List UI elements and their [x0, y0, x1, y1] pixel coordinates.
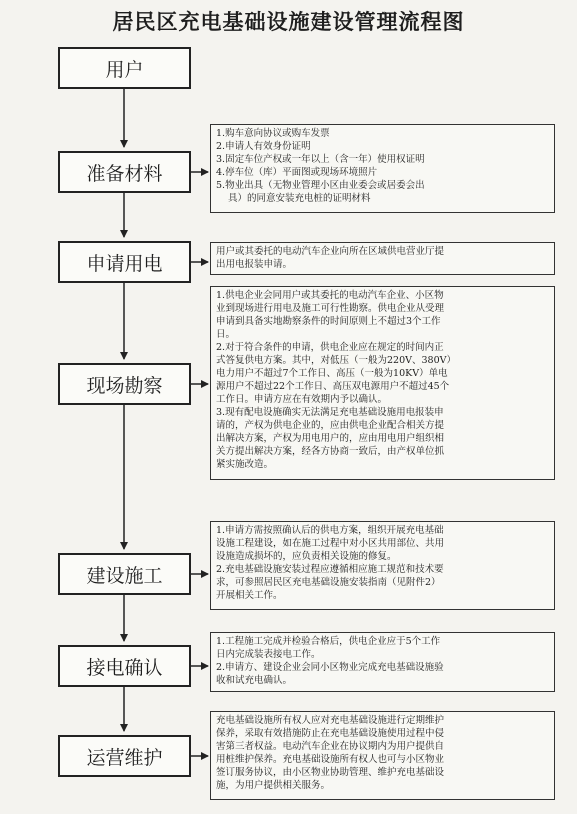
- step-power-confirmation: 接电确认: [58, 645, 191, 687]
- note-line: 3.现有配电设施确实无法满足充电基础设施用电报装申: [216, 407, 444, 418]
- note-operate: [210, 711, 555, 800]
- note-line: 具）的同意安装充电桩的证明材料: [228, 193, 371, 204]
- note-line: 出用电报装申请。: [216, 259, 293, 270]
- note-line: 设施造成损坏的，应负责相关设施的修复。: [216, 551, 397, 562]
- note-line: 2.对于符合条件的申请，供电企业应在规定的时间内正: [216, 342, 444, 353]
- note-line: 保养，采取有效措施防止在充电基础设施使用过程中侵: [216, 728, 445, 739]
- note-line: 2.申请方、建设企业会同小区物业完成充电基础设施验: [216, 662, 444, 673]
- note-line: 设施工程建设，如在施工过程中对小区共用部位、共用: [216, 538, 445, 549]
- note-line: 用户或其委托的电动汽车企业向所在区域供电营业厅提: [216, 246, 445, 257]
- note-line: 日内完成装表接电工作。: [216, 649, 321, 660]
- note-build: [210, 521, 555, 610]
- note-line: 1.工程施工完成并检验合格后，供电企业应于5个工作: [216, 636, 441, 647]
- note-line: 充电基础设施所有权人应对充电基础设施进行定期维护: [216, 715, 445, 726]
- note-line: 出解决方案，产权为用电用户的，应由用电用户组织相: [216, 433, 445, 444]
- note-line: 电力用户不超过7个工作日、高压（一般为10KV）单电: [216, 368, 448, 379]
- note-line: 请的，产权为供电企业的，应由供电企业配合相关方提: [216, 420, 445, 431]
- note-line: 1.供电企业会同用户或其委托的电动汽车企业、小区物: [216, 290, 444, 301]
- note-line: 日。: [216, 329, 236, 340]
- step-prepare-materials: 准备材料: [58, 151, 191, 193]
- note-apply: [210, 242, 555, 275]
- note-line: 工作日。申请方应在有效期内予以确认。: [216, 394, 388, 405]
- note-line: 3.固定车位产权或一年以上（含一年）使用权证明: [216, 154, 425, 165]
- note-line: 签订服务协议，由小区物业协助管理、维护充电基础设: [216, 767, 445, 778]
- note-prepare: [210, 124, 555, 213]
- step-apply-electricity: 申请用电: [58, 241, 191, 283]
- page-title: 居民区充电基础设施建设管理流程图: [112, 9, 465, 34]
- note-line: 开展相关工作。: [216, 590, 283, 601]
- step-user: 用户: [58, 47, 191, 89]
- note-line: 求，可参照居民区充电基础设施安装指南（见附件2）: [216, 577, 441, 588]
- note-line: 收和试充电确认。: [216, 675, 293, 686]
- note-line: 害第三者权益。电动汽车企业在协议期内为用户提供自: [216, 741, 445, 752]
- note-line: 关方提出解决方案，经各方协商一致后，由产权单位抓: [216, 446, 445, 457]
- note-line: 用桩维护保养。充电基础设施所有权人也可与小区物业: [216, 754, 445, 765]
- note-line: 业到现场进行用电及施工可行性勘察。供电企业从受理: [216, 303, 445, 314]
- step-construction: 建设施工: [58, 553, 191, 595]
- note-line: 2.申请人有效身份证明: [216, 141, 311, 152]
- note-survey: [210, 286, 555, 480]
- note-line: 1.购车意向协议或购车发票: [216, 128, 330, 139]
- step-site-survey: 现场勘察: [58, 363, 191, 405]
- note-line: 1.申请方需按照确认后的供电方案，组织开展充电基础: [216, 525, 444, 536]
- note-line: 紧实施改造。: [216, 459, 274, 470]
- note-line: 4.停车位（库）平面图或现场环境照片: [216, 167, 378, 178]
- note-confirm: [210, 632, 555, 692]
- note-line: 施，为用户提供相关服务。: [216, 780, 331, 791]
- note-line: 5.物业出具（无物业管理小区由业委会或居委会出: [216, 180, 425, 191]
- note-line: 式答复供电方案。其中，对低压（一般为220V、380V）: [216, 355, 456, 366]
- note-line: 申请到具备实地勘察条件的时间原则上不超过3个工作: [216, 316, 441, 327]
- note-line: 2.充电基础设施安装过程应遵循相应施工规范和技术要: [216, 564, 444, 575]
- note-line: 源用户不超过22个工作日、高压双电源用户不超过45个: [216, 381, 450, 392]
- step-operation-maintenance: 运营维护: [58, 735, 191, 777]
